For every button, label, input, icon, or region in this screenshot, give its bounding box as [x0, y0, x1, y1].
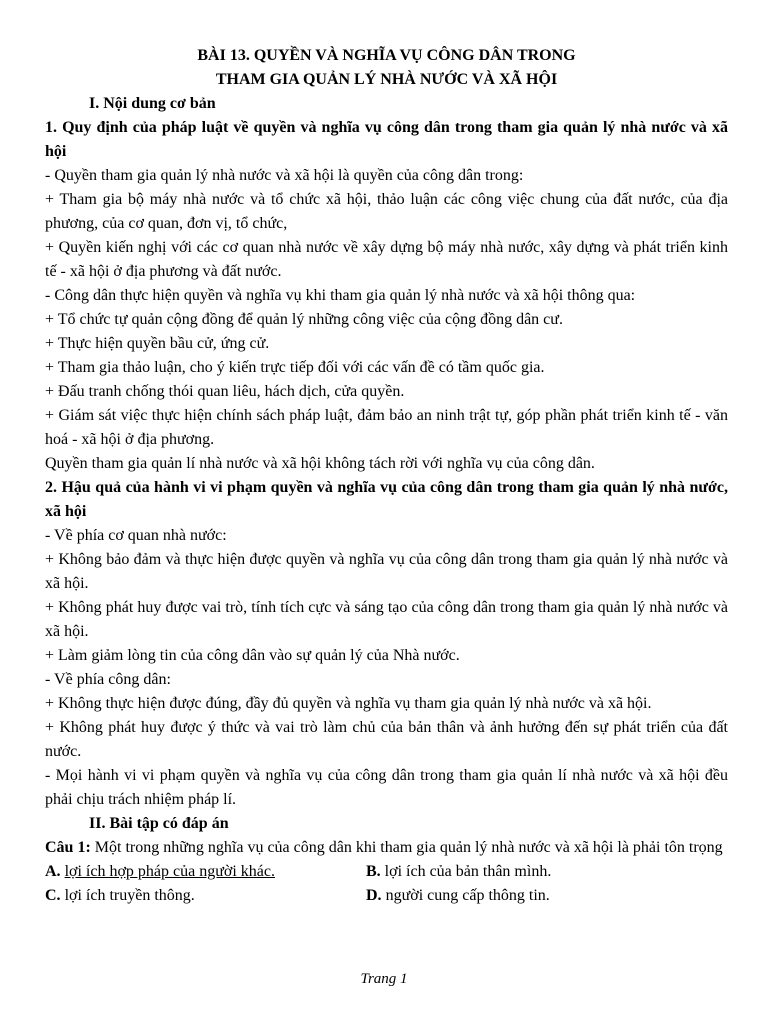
- option-text: người cung cấp thông tin.: [385, 887, 550, 904]
- question-1: [45, 836, 728, 860]
- answer-options: [45, 860, 728, 908]
- option-letter: C.: [45, 887, 61, 904]
- paragraph: + Tham gia thảo luận, cho ý kiến trực tiếp đối với các vấn đề có tầm quốc gia.: [45, 359, 545, 376]
- subheading-2: 2. Hậu quả của hành vi vi phạm quyền và nghĩa vụ của công dân trong tham gia quản lý nhà nước, xã hội: [45, 479, 728, 520]
- paragraph: - Quyền tham gia quản lý nhà nước và xã hội là quyền của công dân trong:: [45, 167, 524, 184]
- option-b: [366, 860, 687, 884]
- paragraph: - Về phía công dân:: [45, 671, 171, 688]
- page-footer: Trang 1: [360, 971, 408, 987]
- paragraph: + Không bảo đảm và thực hiện được quyền và nghĩa vụ của công dân trong tham gia quản lý nhà nước và xã hội.: [45, 551, 728, 592]
- paragraph: - Mọi hành vi vi phạm quyền và nghĩa vụ của công dân trong tham gia quản lí nhà nước và xã hội đều phải chịu trách nhiệm pháp lí.: [45, 767, 728, 808]
- paragraph: + Không phát huy được ý thức và vai trò làm chủ của bản thân và ảnh hưởng đến sự phát triển của đất nước.: [45, 719, 728, 760]
- paragraph: Quyền tham gia quản lí nhà nước và xã hội không tách rời với nghĩa vụ của công dân.: [45, 455, 595, 472]
- option-letter: A.: [45, 863, 61, 880]
- title-line-1: BÀI 13. QUYỀN VÀ NGHĨA VỤ CÔNG DÂN TRONG: [197, 47, 576, 64]
- title-line-2: THAM GIA QUẢN LÝ NHÀ NƯỚC VÀ XÃ HỘI: [215, 71, 558, 88]
- question-text: Một trong những nghĩa vụ của công dân khi tham gia quản lý nhà nước và xã hội là phải tôn trọng: [90, 839, 723, 856]
- paragraph: + Đấu tranh chống thói quan liêu, hách dịch, cửa quyền.: [45, 383, 405, 400]
- option-text-correct: lợi ích hợp pháp của người khác.: [64, 863, 276, 880]
- subheading-1: 1. Quy định của pháp luật về quyền và nghĩa vụ công dân trong tham gia quản lý nhà nước và xã hội: [45, 119, 728, 160]
- answer-row: [45, 860, 728, 884]
- paragraph: + Làm giảm lòng tin của công dân vào sự quản lý của Nhà nước.: [45, 647, 460, 664]
- option-c: [45, 884, 366, 908]
- paragraph: - Về phía cơ quan nhà nước:: [45, 527, 227, 544]
- option-d: [366, 884, 687, 908]
- answer-row: [45, 884, 728, 908]
- paragraph: + Quyền kiến nghị với các cơ quan nhà nước về xây dựng bộ máy nhà nước, xây dựng và phát triển kinh tế - xã hội ở địa phương và đất nước.: [45, 239, 728, 280]
- paragraph: + Tham gia bộ máy nhà nước và tổ chức xã hội, thảo luận các công việc chung của đất nước, của địa phương, của cơ quan, đơn vị, tổ chức,: [45, 191, 728, 232]
- section-heading-2: II. Bài tập có đáp án: [89, 815, 229, 832]
- option-letter: D.: [366, 887, 382, 904]
- document-page: [45, 44, 728, 908]
- paragraph: + Tổ chức tự quản cộng đồng để quản lý những công việc của cộng đồng dân cư.: [45, 311, 563, 328]
- option-text: lợi ích của bản thân mình.: [384, 863, 552, 880]
- section-heading-1: I. Nội dung cơ bản: [89, 95, 216, 112]
- paragraph: + Giám sát việc thực hiện chính sách pháp luật, đảm bảo an ninh trật tự, góp phần phát triển kinh tế - văn hoá - xã hội ở địa phương.: [45, 407, 728, 448]
- option-a: [45, 860, 366, 884]
- question-label: Câu 1:: [45, 839, 91, 856]
- paragraph: + Không phát huy được vai trò, tính tích cực và sáng tạo của công dân trong tham gia quản lý nhà nước và xã hội.: [45, 599, 728, 640]
- option-letter: B.: [366, 863, 381, 880]
- paragraph: + Không thực hiện được đúng, đầy đủ quyền và nghĩa vụ tham gia quản lý nhà nước và xã hội.: [45, 695, 652, 712]
- paragraph: - Công dân thực hiện quyền và nghĩa vụ khi tham gia quản lý nhà nước và xã hội thông qua:: [45, 287, 636, 304]
- option-text: lợi ích truyền thông.: [64, 887, 195, 904]
- paragraph: + Thực hiện quyền bầu cử, ứng cử.: [45, 335, 270, 352]
